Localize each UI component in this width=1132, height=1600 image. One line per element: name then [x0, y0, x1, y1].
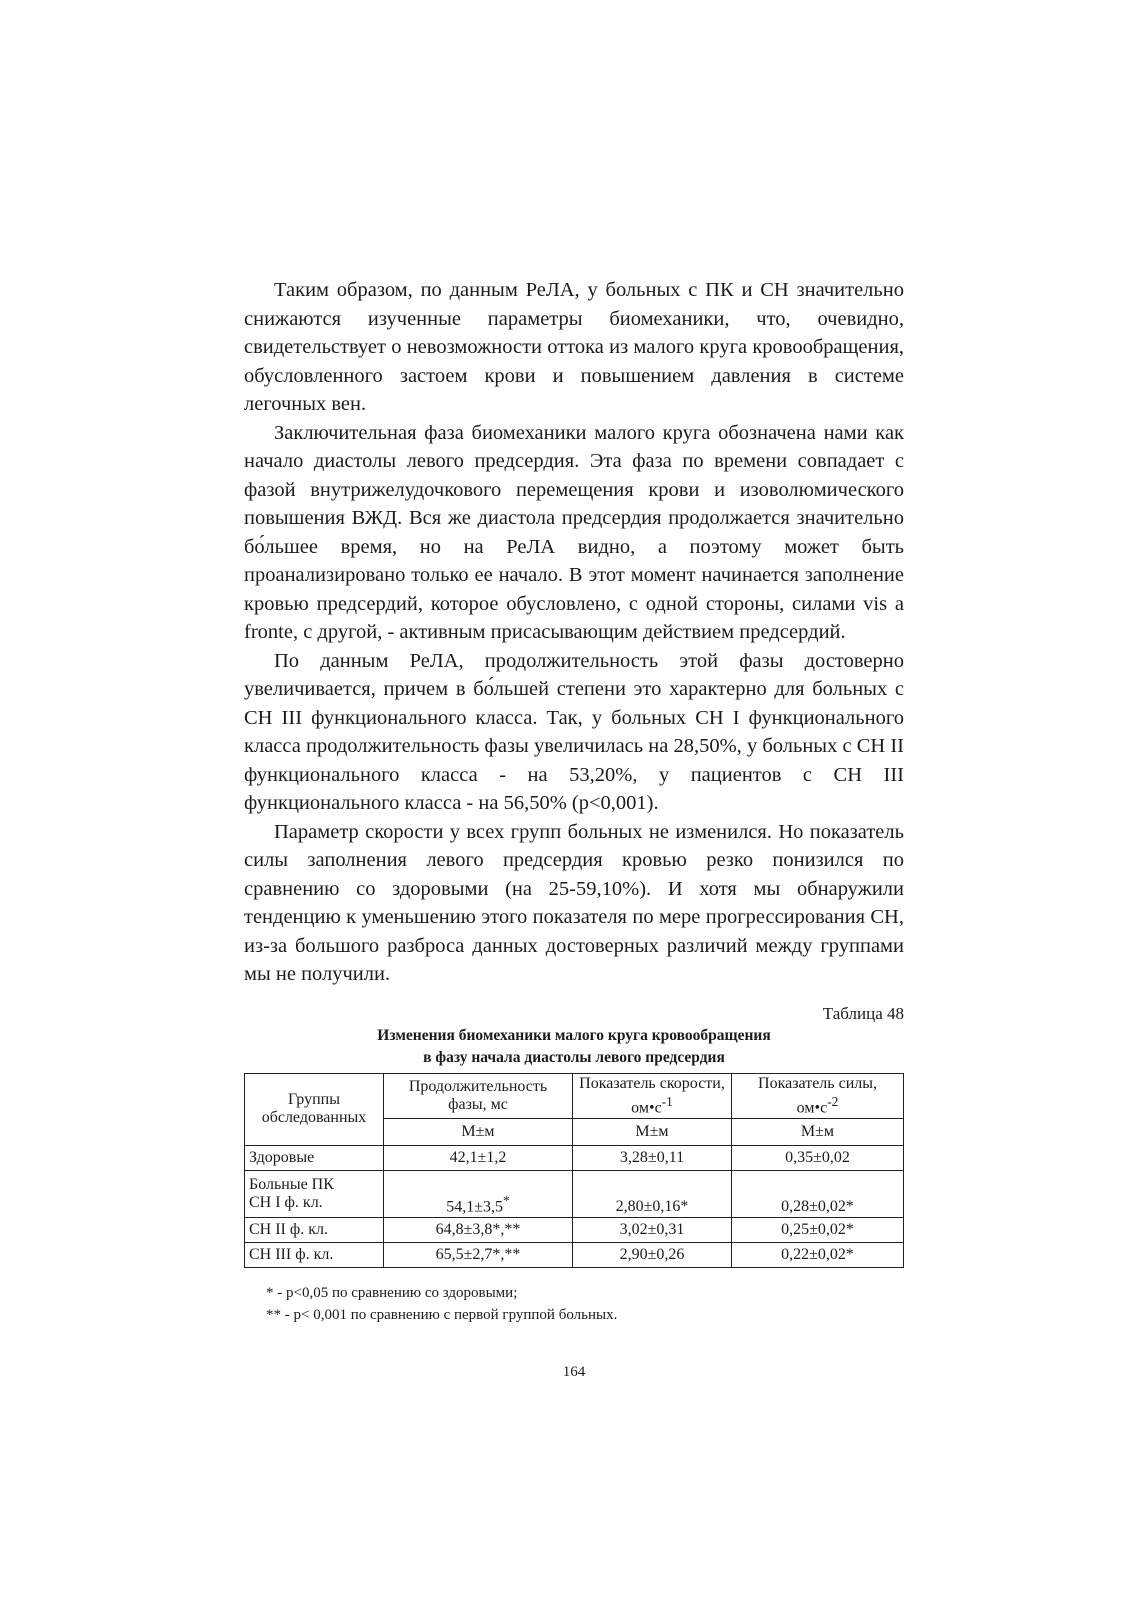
- speed-cell: 2,80±0,16*: [573, 1170, 732, 1217]
- paragraph-1: Таким образом, по данным РеЛА, у больных с ПК и СН значительно снижаются изученные параметры биомеханики, что, очевидно, свидетельствует о невозможности оттока из малого круга кровообращения, обусловленного застоем крови и повышением давления в системе легочных вен.: [244, 279, 904, 415]
- group-cell: СН II ф. кл.: [245, 1217, 384, 1242]
- speed-cell: 3,28±0,11: [573, 1145, 732, 1170]
- header-groups: Группы обследованных: [245, 1073, 384, 1145]
- duration-cell: 65,5±2,7*,**: [384, 1242, 573, 1267]
- stat-label-duration: М±м: [384, 1118, 573, 1145]
- speed-cell: 3,02±0,31: [573, 1217, 732, 1242]
- force-cell: 0,22±0,02*: [732, 1242, 904, 1267]
- force-cell: 0,35±0,02: [732, 1145, 904, 1170]
- duration-cell: 42,1±1,2: [384, 1145, 573, 1170]
- speed-cell: 2,90±0,26: [573, 1242, 732, 1267]
- duration-cell: 64,8±3,8*,**: [384, 1217, 573, 1242]
- table-row-sn1: [245, 1170, 904, 1217]
- header-force-exponent: -2: [827, 1093, 839, 1109]
- table-caption: [244, 1025, 904, 1069]
- header-speed-exponent: -1: [661, 1093, 673, 1109]
- footnote-1: * - p<0,05 по сравнению со здоровыми;: [266, 1284, 518, 1301]
- header-speed: [573, 1073, 732, 1118]
- table-row-healthy: [245, 1145, 904, 1170]
- paragraph-4: Параметр скорости у всех групп больных не изменился. Но показатель силы заполнения левого предсердия кровью резко понизился по сравнению со здоровыми (на 25-59,10%). И хотя мы обнаружили тенденцию к уменьшению этого показателя по мере прогрессирования СН, из-за большого разброса данных достоверных различий между группами мы не получили.: [244, 820, 904, 985]
- group-cell: СН III ф. кл.: [245, 1242, 384, 1267]
- patients-label: Больные ПК: [249, 1175, 334, 1193]
- footnotes: [266, 1282, 904, 1326]
- header-force: [732, 1073, 904, 1118]
- header-force-text: Показатель силы, ом•с: [758, 1074, 877, 1116]
- paragraph-3: По данным РеЛА, продолжительность этой фазы достоверно увеличивается, причем в бо́льшей степени это характерно для больных с СН III функционального класса. Так, у больных СН I функционального класса продолжительность фазы увеличилась на 28,50%, у больных с СН II функционального класса - на 53,20%, у пациентов с СН III функционального класса - на 56,50% (p<0,001).: [244, 649, 904, 814]
- duration-cell: [384, 1170, 573, 1217]
- paragraph-2: Заключительная фаза биомеханики малого круга обозначена нами как начало диастолы левого предсердия. Эта фаза по времени совпадает с фазой внутрижелудочкового перемещения крови и изоволюмического повышения ВЖД. Вся же диастола предсердия продолжается значительно бо́льшее время, но на РеЛА видно, а поэтому может быть проанализировано только ее начало. В этот момент начинается заполнение кровью предсердий, которое обусловлено, с одной стороны, силами vis a fronte, с другой, - активным присасывающим действием предсердий.: [244, 421, 904, 643]
- stat-label-force: М±м: [732, 1118, 904, 1145]
- table-row-sn2: [245, 1217, 904, 1242]
- stat-label-speed: М±м: [573, 1118, 732, 1145]
- footnote-2: ** - p< 0,001 по сравнению с первой группой больных.: [266, 1306, 618, 1323]
- group-cell: Здоровые: [245, 1145, 384, 1170]
- header-row: [245, 1073, 904, 1118]
- group-cell: [245, 1170, 384, 1217]
- duration-value: 54,1±3,5: [446, 1197, 504, 1215]
- table-row-sn3: [245, 1242, 904, 1267]
- table-number: Таблица 48: [822, 1003, 904, 1023]
- force-cell: 0,28±0,02*: [732, 1170, 904, 1217]
- header-duration: Продолжительность фазы, мс: [384, 1073, 573, 1118]
- group-sn1: СН I ф. кл.: [249, 1193, 323, 1211]
- page-number: 164: [562, 1363, 586, 1380]
- table-caption-line-2: в фазу начала диастолы левого предсердия: [423, 1048, 725, 1066]
- table-caption-line-1: Изменения биомеханики малого круга кровообращения: [377, 1026, 771, 1044]
- document-page: [244, 276, 904, 1381]
- force-cell: 0,25±0,02*: [732, 1217, 904, 1242]
- header-speed-text: Показатель скорости, ом•с: [579, 1074, 725, 1116]
- data-table: [244, 1073, 904, 1268]
- significance-mark: *: [503, 1192, 510, 1208]
